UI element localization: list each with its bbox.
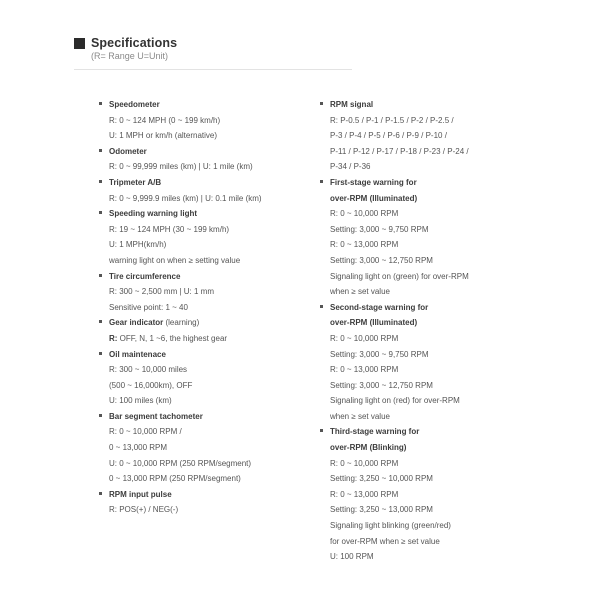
spec-value: (500 ~ 16,000km), OFF: [109, 380, 193, 390]
spec-value: Signaling light on (red) for over-RPM: [330, 396, 460, 406]
spec-heading-text: Speeding warning light: [109, 209, 197, 219]
spec-value: R: 0 ~ 10,000 RPM: [330, 333, 399, 343]
spec-heading: [109, 269, 304, 285]
spec-value: warning light on when ≥ setting value: [109, 255, 241, 265]
spec-heading-text: Tire circumference: [109, 271, 181, 281]
spec-heading: [330, 175, 520, 191]
spec-item: [320, 300, 520, 425]
spec-heading-text: Second-stage warning for: [330, 302, 429, 312]
bullet-icon: [320, 305, 323, 308]
square-bullet-icon: [74, 38, 85, 49]
spec-value: U: 0 ~ 10,000 RPM (250 RPM/segment): [109, 458, 252, 468]
spec-value: Setting: 3,000 ~ 12,750 RPM: [330, 380, 433, 390]
spec-item: [99, 409, 304, 487]
spec-value: Setting: 3,000 ~ 9,750 RPM: [330, 224, 429, 234]
bullet-icon: [99, 492, 102, 495]
spec-heading-text: Bar segment tachometer: [109, 411, 203, 421]
spec-value: R: 0 ~ 13,000 RPM: [330, 489, 399, 499]
spec-value-text: OFF, N, 1 ~6, the highest gear: [117, 333, 228, 343]
spec-heading: [330, 424, 520, 440]
spec-value: Signaling light blinking (green/red): [330, 521, 451, 531]
spec-value: Setting: 3,000 ~ 9,750 RPM: [330, 349, 429, 359]
spec-item: [99, 175, 304, 206]
spec-item: [99, 487, 304, 518]
spec-heading: [109, 97, 304, 113]
spec-heading: [330, 191, 520, 207]
title-row: [74, 36, 177, 50]
spec-heading: [109, 144, 304, 160]
spec-heading-text: Third-stage warning for: [330, 427, 420, 437]
bullet-icon: [99, 149, 102, 152]
spec-value: R: 0 ~ 10,000 RPM: [330, 209, 399, 219]
bullet-icon: [99, 320, 102, 323]
spec-value: R: 0 ~ 99,999 miles (km) | U: 1 mile (km): [109, 162, 253, 172]
spec-heading: [109, 347, 304, 363]
spec-item: [99, 206, 304, 268]
spec-value: R: P-0.5 / P-1 / P-1.5 / P-2 / P-2.5 /: [330, 115, 454, 125]
bullet-icon: [320, 429, 323, 432]
spec-value: U: 100 RPM: [330, 552, 374, 562]
spec-heading-text: over-RPM (Illuminated): [330, 318, 418, 328]
spec-value: R: 300 ~ 2,500 mm | U: 1 mm: [109, 287, 215, 297]
spec-heading: [109, 487, 304, 503]
spec-heading: [109, 315, 304, 331]
spec-value: Setting: 3,250 ~ 10,000 RPM: [330, 474, 433, 484]
spec-heading: [109, 175, 304, 191]
spec-item: [99, 269, 304, 316]
bullet-icon: [99, 180, 102, 183]
spec-heading-note: (learning): [163, 318, 200, 328]
spec-item: [99, 347, 304, 409]
spec-value: 0 ~ 13,000 RPM: [109, 443, 168, 453]
spec-value-prefix: R:: [109, 333, 118, 343]
spec-value: for over-RPM when ≥ set value: [330, 536, 440, 546]
spec-value: Signaling light on (green) for over-RPM: [330, 271, 469, 281]
spec-value: R: 0 ~ 124 MPH (0 ~ 199 km/h): [109, 115, 221, 125]
spec-value: when ≥ set value: [330, 411, 390, 421]
spec-heading-text: Gear indicator: [109, 318, 164, 328]
header-divider: [74, 69, 352, 70]
spec-item: [99, 315, 304, 346]
bullet-icon: [99, 352, 102, 355]
spec-heading-text: RPM signal: [330, 100, 374, 109]
spec-value: R: 0 ~ 13,000 RPM: [330, 240, 399, 250]
spec-header: [74, 36, 177, 61]
bullet-icon: [99, 102, 102, 105]
bullet-icon: [320, 180, 323, 183]
spec-value: Sensitive point: 1 ~ 40: [109, 302, 188, 312]
spec-heading: [330, 315, 520, 331]
spec-value: U: 1 MPH or km/h (alternative): [109, 131, 218, 141]
spec-value: 0 ~ 13,000 RPM (250 RPM/segment): [109, 474, 241, 484]
spec-item: [99, 144, 304, 175]
spec-heading-text: over-RPM (Blinking): [330, 443, 407, 453]
spec-item: [320, 175, 520, 300]
spec-heading: [330, 440, 520, 456]
spec-heading-text: Oil maintenace: [109, 349, 166, 359]
spec-value: P-3 / P-4 / P-5 / P-6 / P-9 / P-10 /: [330, 131, 447, 141]
spec-heading: [330, 97, 520, 113]
spec-value: P-34 / P-36: [330, 162, 371, 172]
spec-item: [99, 97, 304, 144]
spec-item: [320, 424, 520, 564]
spec-value: R: 19 ~ 124 MPH (30 ~ 199 km/h): [109, 224, 230, 234]
spec-heading-text: First-stage warning for: [330, 177, 417, 187]
bullet-icon: [99, 211, 102, 214]
spec-heading-text: over-RPM (Illuminated): [330, 193, 418, 203]
spec-value: R: 0 ~ 10,000 RPM: [330, 458, 399, 468]
spec-heading-text: RPM input pulse: [109, 489, 172, 499]
spec-value: [109, 331, 304, 347]
spec-value: when ≥ set value: [330, 287, 390, 297]
spec-heading: [330, 300, 520, 316]
bullet-icon: [320, 102, 323, 105]
spec-value: R: 300 ~ 10,000 miles: [109, 365, 188, 375]
spec-item: [320, 97, 520, 175]
spec-value: U: 100 miles (km): [109, 396, 172, 406]
right-spec-column: [320, 97, 520, 565]
spec-heading-text: Tripmeter A/B: [109, 177, 162, 187]
spec-heading-text: Odometer: [109, 146, 147, 156]
spec-value: Setting: 3,250 ~ 13,000 RPM: [330, 505, 433, 515]
spec-value: R: 0 ~ 13,000 RPM: [330, 365, 399, 375]
spec-value: R: 0 ~ 10,000 RPM /: [109, 427, 182, 437]
spec-heading: [109, 206, 304, 222]
left-spec-column: [99, 97, 304, 518]
page-title: Specifications: [91, 36, 178, 50]
page-subtitle: (R= Range U=Unit): [91, 51, 169, 61]
spec-value: U: 1 MPH(km/h): [109, 240, 167, 250]
spec-value: Setting: 3,000 ~ 12,750 RPM: [330, 255, 433, 265]
bullet-icon: [99, 274, 102, 277]
spec-value: R: POS(+) / NEG(-): [109, 505, 179, 515]
bullet-icon: [99, 414, 102, 417]
spec-heading-text: Speedometer: [109, 100, 160, 109]
spec-value: P-11 / P-12 / P-17 / P-18 / P-23 / P-24 /: [330, 146, 469, 156]
spec-heading: [109, 409, 304, 425]
spec-value: R: 0 ~ 9,999.9 miles (km) | U: 0.1 mile (km): [109, 193, 262, 203]
